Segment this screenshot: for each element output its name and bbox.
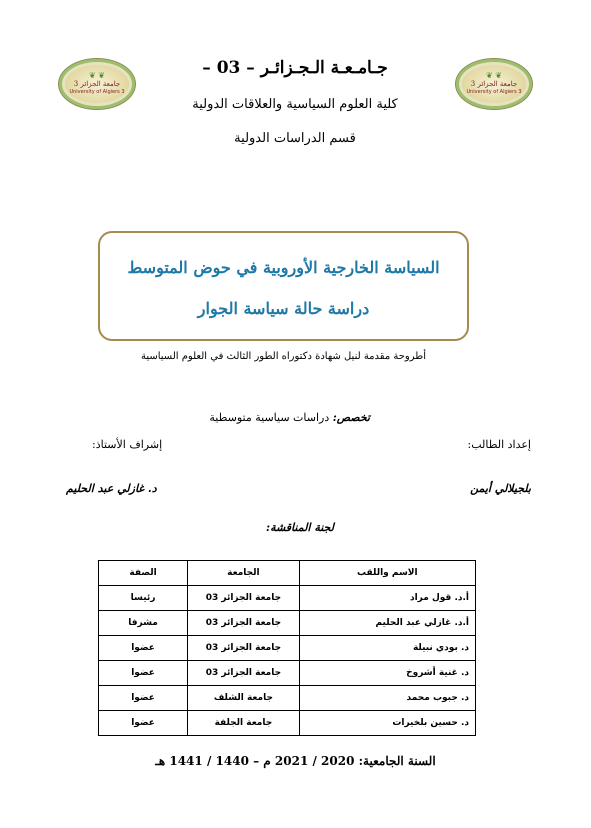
member-role: عضوا [99,636,188,661]
member-role: مشرفا [99,611,188,636]
member-name: أ.د. غازلي عبد الحليم [299,611,475,636]
thesis-note: أطروحة مقدمة لنيل شهادة دكتوراه الطور الثالث في العلوم السياسية [140,351,427,362]
table-row [99,586,476,611]
table-row [99,611,476,636]
column-header-university: الجامعة [188,561,300,586]
member-university: جامعة الجزائر 03 [188,661,300,686]
student-name: بلجيلالي أيمن [470,482,531,495]
specialty-line [130,411,370,424]
member-university: جامعة الجزائر 03 [188,611,300,636]
thesis-title-box [98,231,469,341]
member-role: عضوا [99,711,188,736]
supervisor-label: إشراف الأستاذ: [92,438,163,451]
academic-year: السنة الجامعية: 2020 / 2021 م – 1440 / 1441 هـ [155,754,436,768]
university-logo-left: ❦ ❦ جامعة الجزائر 3 University of Algiers 3 [58,58,136,110]
member-name: أ.د. قول مراد [299,586,475,611]
member-role: رئيسا [99,586,188,611]
column-header-name: الاسم واللقب [299,561,475,586]
member-name: د. جبوب محمد [299,686,475,711]
member-university: جامعة الجلفة [188,711,300,736]
column-header-role: الصفة [99,561,188,586]
university-logo-right: ❦ ❦ جامعة الجزائر 3 University of Algiers 3 [455,58,533,110]
table-row [99,686,476,711]
member-role: عضوا [99,686,188,711]
specialty-value: دراسات سياسية متوسطية [209,411,330,424]
member-name: د. حسين بلخيرات [299,711,475,736]
table-row [99,661,476,686]
faculty-name: كلية العلوم السياسية والعلاقات الدولية [192,97,398,112]
member-university: جامعة الجزائر 03 [188,586,300,611]
table-row [99,636,476,661]
table-row [99,711,476,736]
department-name: قسم الدراسات الدولية [234,131,356,146]
member-university: جامعة الشلف [188,686,300,711]
university-name: جـامـعـة الـجـزائـر – 03 – [202,58,388,78]
committee-table-header [99,561,476,586]
member-name: د. بودي نبيلة [299,636,475,661]
supervisor-name: د. غازلي عبد الحليم [66,482,157,495]
member-university: جامعة الجزائر 03 [188,636,300,661]
thesis-subtitle: دراسة حالة سياسة الجوار [197,299,370,318]
student-label: إعداد الطالب: [467,438,531,451]
thesis-title: السياسة الخارجية الأوروبية في حوض المتوسط [127,258,440,277]
committee-heading: لجنة المناقشة: [266,521,334,534]
committee-table [98,560,476,736]
member-name: د. غنية أشروخ [299,661,475,686]
member-role: عضوا [99,661,188,686]
specialty-label: تخصص: [332,411,370,424]
